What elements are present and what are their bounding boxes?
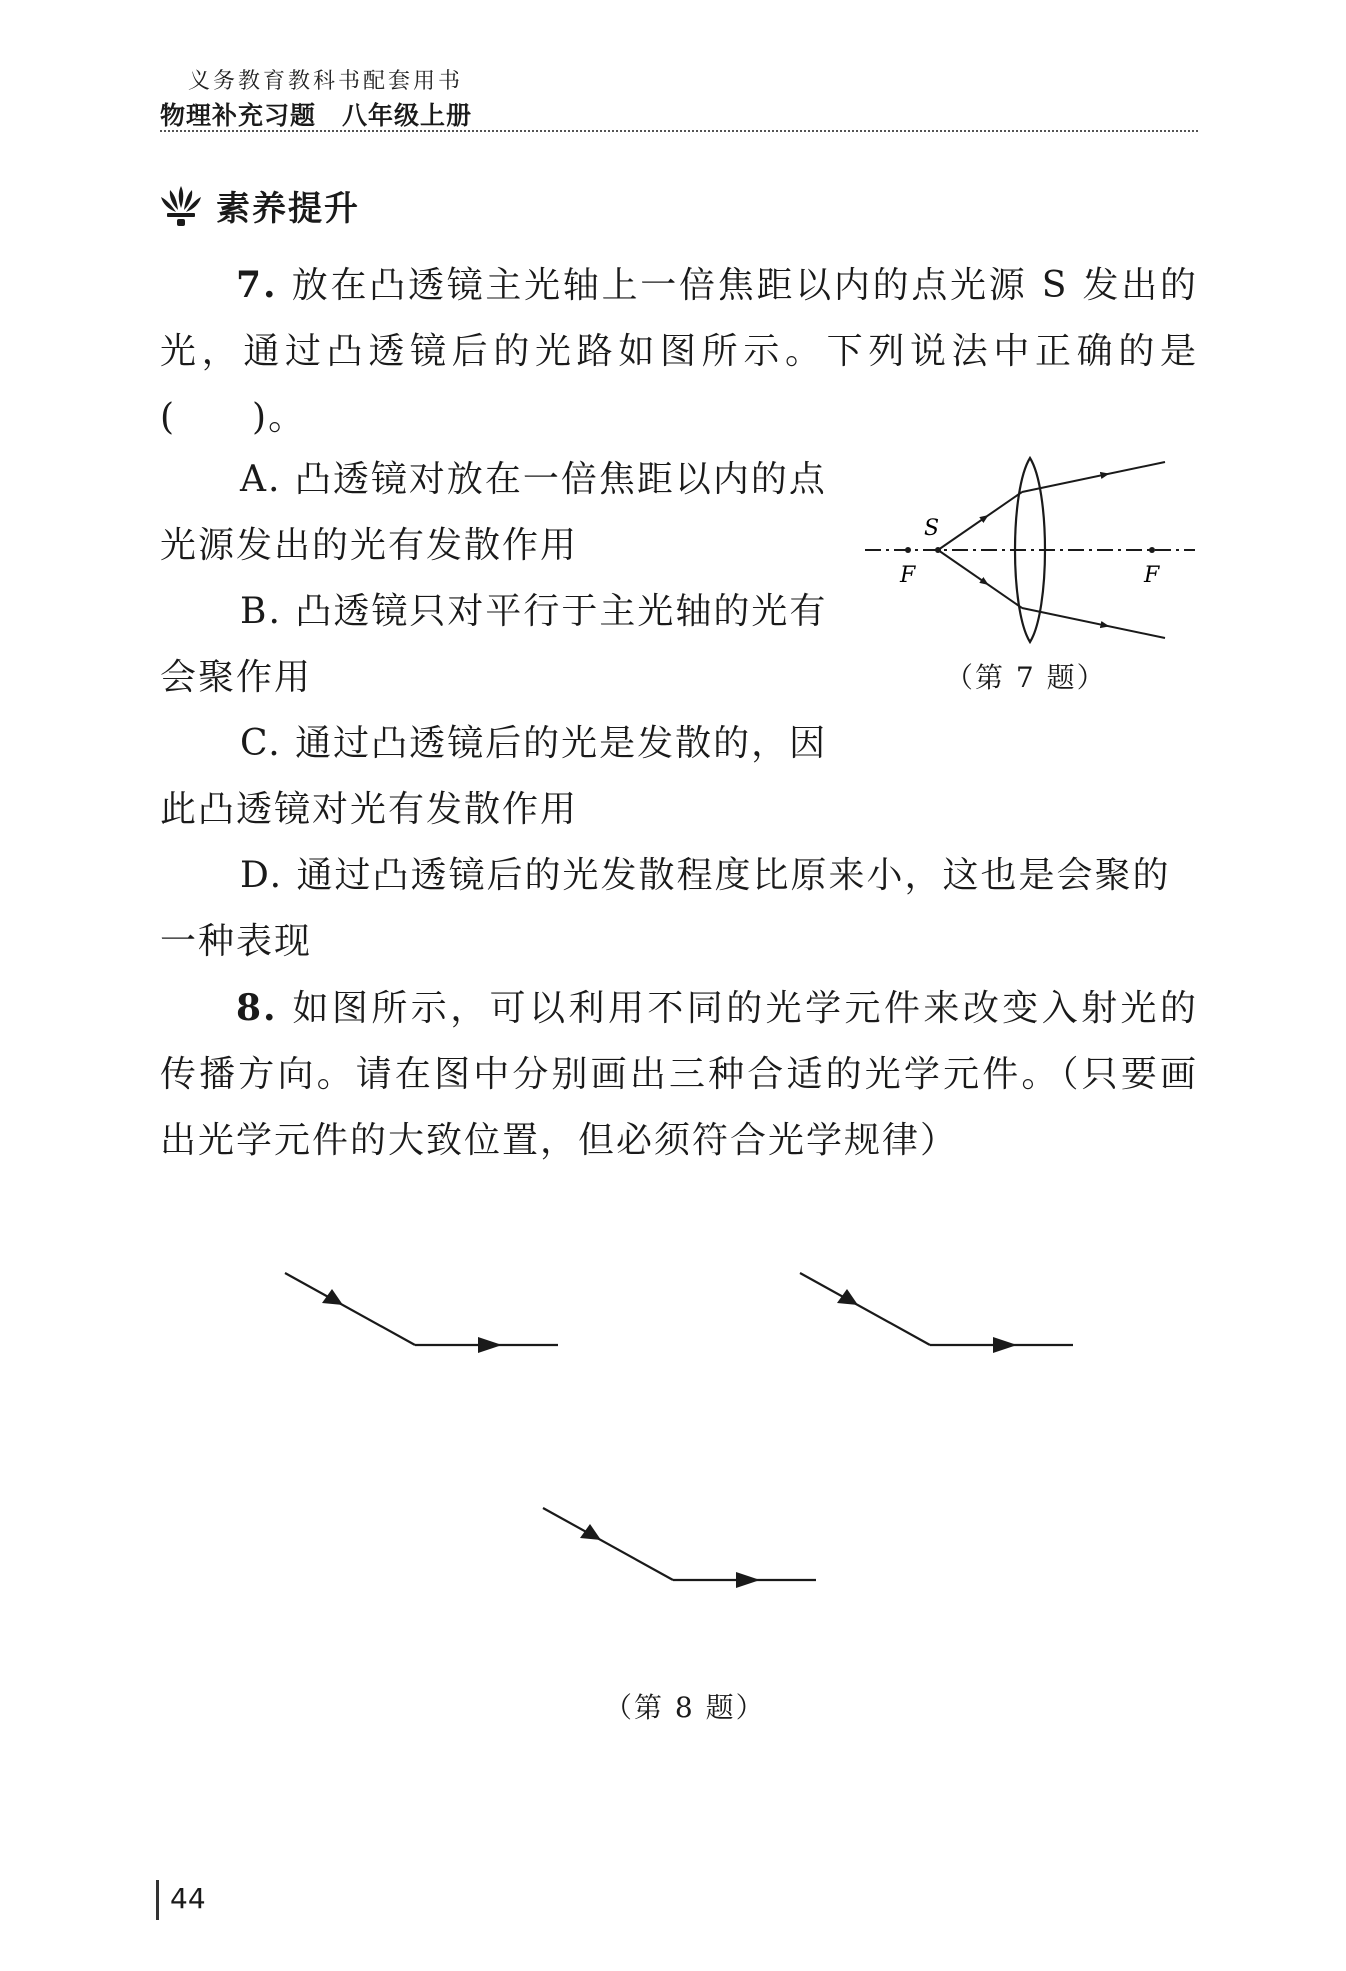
refracted-ray-lower [1022,608,1165,638]
section-title: 素养提升 [216,188,360,229]
q8-ray-diagram-3 [538,1500,818,1600]
q8-stem [160,975,1198,1174]
series-title: 义务教育教科书配套用书 [188,69,464,94]
q7-option-d: D. 通过凸透镜后的光发散程度比原来小，这也是会聚的一种表现 [160,855,1171,962]
q7-stem-text: 放在凸透镜主光轴上一倍焦距以内的点光源 S 发出的光，通过凸透镜后的光路如图所示。下列说法中正确的是( )。 [160,265,1198,438]
book-grade: 八年级上册 [342,101,473,130]
q8-stem-text: 如图所示，可以利用不同的光学元件来改变入射光的传播方向。请在图中分别画出三种合适的光学元件。（只要画出光学元件的大致位置，但必须符合光学规律） [160,988,1198,1161]
book-title [160,96,498,132]
q7-option-a: A. 凸透镜对放在一倍焦距以内的点光源发出的光有发散作用 [160,459,827,566]
focus-left [905,547,911,553]
q7-option-b: B. 凸透镜只对平行于主光轴的光有会聚作用 [160,591,828,698]
q8-ray-diagram-2 [795,1265,1075,1365]
point-s [935,547,941,553]
incident-ray-lower [938,550,1022,608]
q7-option-c: C. 通过凸透镜后的光是发散的，因此凸透镜对光有发散作用 [160,723,828,830]
label-f-left: F [900,563,916,588]
label-s: S [924,516,940,541]
q7-stem [160,252,1198,451]
q8-number: 8. [236,987,278,1029]
book-name: 物理补充习题 [160,101,317,130]
refracted-ray-upper [1022,462,1165,492]
q7-lens-diagram [860,450,1200,650]
q7-caption: （第 7 题） [945,661,1107,694]
q7-number: 7. [236,264,278,306]
page-number: 44 [170,1882,206,1915]
q8-ray-diagram-1 [280,1265,560,1365]
focus-right [1149,547,1155,553]
crown-icon [158,182,204,228]
header-divider [160,130,1198,132]
incident-ray-upper [938,492,1022,550]
page-number-bar [156,1880,159,1920]
q8-caption: （第 8 题） [604,1691,766,1724]
label-f-right: F [1144,563,1160,588]
section-heading [158,180,360,230]
